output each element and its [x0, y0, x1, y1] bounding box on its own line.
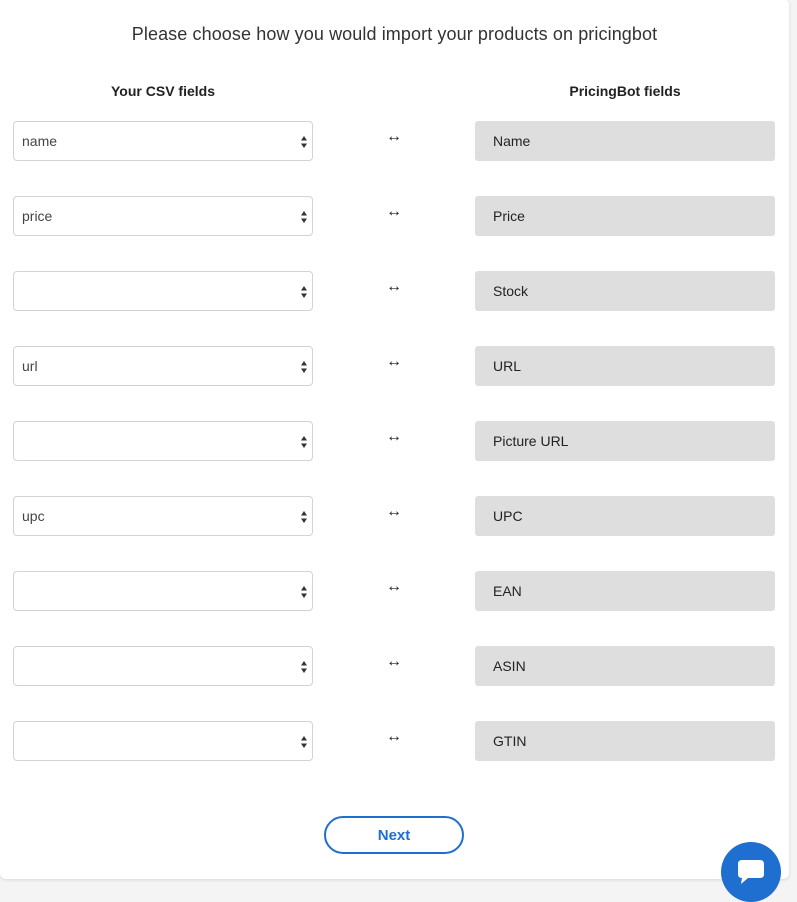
csv-field-value: url — [22, 358, 38, 374]
csv-field-select[interactable] — [13, 646, 313, 686]
csv-field-value: name — [22, 133, 58, 149]
updown-arrows-icon — [300, 435, 308, 449]
next-button[interactable]: Next — [324, 816, 464, 854]
updown-arrows-icon — [300, 135, 308, 149]
mapping-arrow-icon: ↔ — [386, 428, 402, 445]
csv-field-select[interactable] — [13, 121, 313, 161]
mapping-row — [0, 571, 789, 611]
mapping-arrow-icon: ↔ — [386, 578, 402, 595]
mapping-arrow-icon: ↔ — [386, 203, 402, 220]
mapping-row — [0, 346, 789, 386]
pricingbot-field: UPC — [475, 496, 775, 536]
pricingbot-field: Name — [475, 121, 775, 161]
chat-icon — [735, 856, 767, 888]
mapping-arrow-icon: ↔ — [386, 278, 402, 295]
updown-arrows-icon — [300, 735, 308, 749]
pricingbot-field: EAN — [475, 571, 775, 611]
pricingbot-field: GTIN — [475, 721, 775, 761]
mapping-row — [0, 121, 789, 161]
pricingbot-field: URL — [475, 346, 775, 386]
updown-arrows-icon — [300, 585, 308, 599]
csv-field-value: upc — [22, 508, 45, 524]
updown-arrows-icon — [300, 360, 308, 374]
csv-field-select[interactable] — [13, 721, 313, 761]
csv-field-select[interactable] — [13, 421, 313, 461]
csv-field-value: price — [22, 208, 53, 224]
mapping-arrow-icon: ↔ — [386, 128, 402, 145]
updown-arrows-icon — [300, 210, 308, 224]
chat-button[interactable] — [721, 842, 781, 902]
mapping-row — [0, 196, 789, 236]
pricingbot-field: ASIN — [475, 646, 775, 686]
mapping-row — [0, 646, 789, 686]
csv-field-select[interactable] — [13, 346, 313, 386]
csv-field-select[interactable] — [13, 271, 313, 311]
csv-fields-header: Your CSV fields — [111, 83, 215, 99]
updown-arrows-icon — [300, 660, 308, 674]
mapping-arrow-icon: ↔ — [386, 353, 402, 370]
mapping-row — [0, 421, 789, 461]
mapping-row — [0, 496, 789, 536]
mapping-row — [0, 271, 789, 311]
csv-field-select[interactable] — [13, 571, 313, 611]
page-title: Please choose how you would import your products on pricingbot — [131, 24, 658, 44]
csv-field-select[interactable] — [13, 496, 313, 536]
mapping-arrow-icon: ↔ — [386, 728, 402, 745]
updown-arrows-icon — [300, 510, 308, 524]
pricingbot-fields-header: PricingBot fields — [569, 83, 681, 99]
mapping-arrow-icon: ↔ — [386, 653, 402, 670]
pricingbot-field: Price — [475, 196, 775, 236]
pricingbot-field: Stock — [475, 271, 775, 311]
pricingbot-field: Picture URL — [475, 421, 775, 461]
mapping-arrow-icon: ↔ — [386, 503, 402, 520]
mapping-row — [0, 721, 789, 761]
updown-arrows-icon — [300, 285, 308, 299]
csv-field-select[interactable] — [13, 196, 313, 236]
